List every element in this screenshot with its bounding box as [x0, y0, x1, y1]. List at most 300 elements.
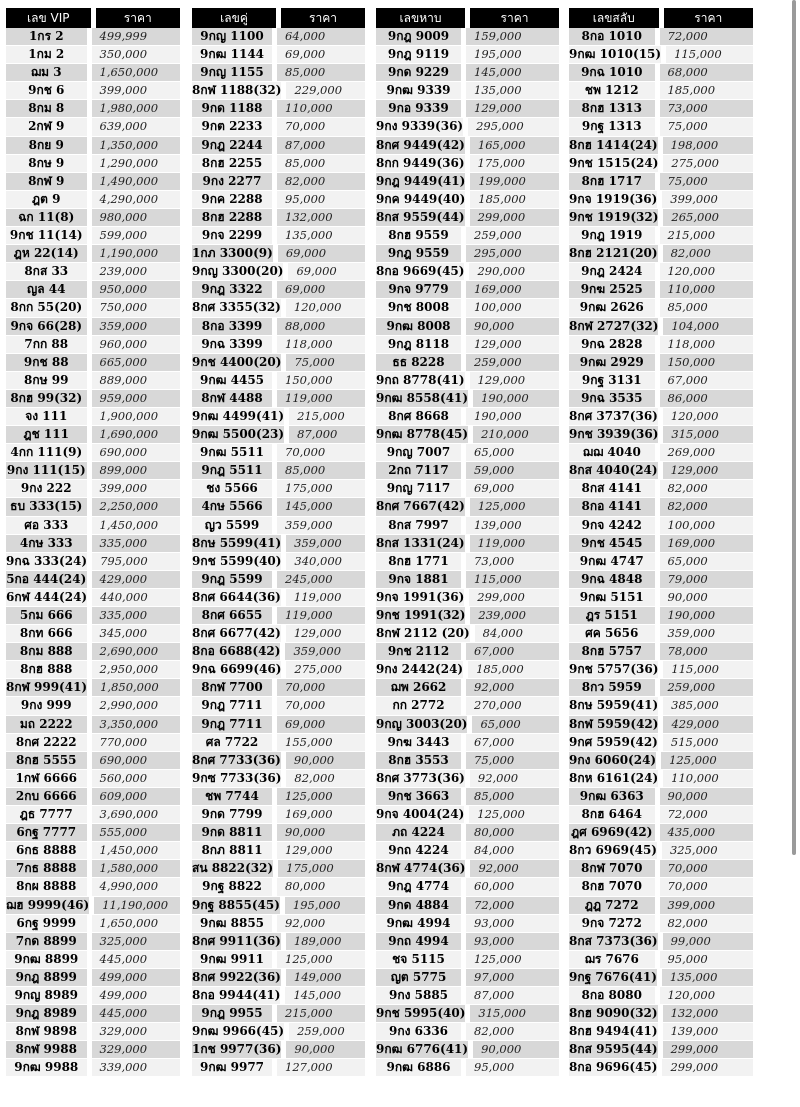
- plate-number: 8กศ 9922(36): [192, 969, 281, 986]
- plate-number: 9กจ 2299: [192, 227, 272, 244]
- plate-number: 9กฐ 3131: [569, 372, 655, 389]
- table-row: [192, 336, 365, 354]
- plate-number: 8กส 1331(24): [376, 535, 465, 552]
- plate-price: 770,000: [92, 734, 181, 751]
- plate-number: 8กฮ 2288: [192, 209, 272, 226]
- table-row: [6, 607, 180, 625]
- plate-number: 8กฮ 5555: [6, 752, 87, 769]
- table-row: [6, 860, 180, 878]
- plate-number: 7กธ 8888: [6, 860, 87, 877]
- table-row: [569, 462, 753, 480]
- plate-number: ศอ 333: [6, 517, 87, 534]
- table-row: [376, 100, 559, 118]
- plate-price: 329,000: [92, 1041, 181, 1058]
- plate-price: 132,000: [663, 1005, 753, 1022]
- plate-price: 190,000: [660, 607, 754, 624]
- plate-price: 189,000: [286, 933, 365, 950]
- plate-price: 299,000: [662, 1059, 753, 1076]
- plate-price: 2,990,000: [92, 697, 181, 714]
- plate-price: 429,000: [663, 716, 753, 733]
- table-row: [6, 625, 180, 643]
- plate-price: 119,000: [277, 607, 365, 624]
- scrollbar[interactable]: [792, 0, 796, 855]
- plate-number: 8กฮ 1313: [569, 100, 655, 117]
- plate-number: 9กฒ 4747: [569, 553, 655, 570]
- plate-price: 90,000: [277, 824, 365, 841]
- plate-price: 4,290,000: [92, 191, 181, 208]
- plate-number: 4กษ 333: [6, 535, 87, 552]
- table-row: [376, 535, 559, 553]
- table-row: [569, 191, 753, 209]
- table-row: [376, 661, 559, 679]
- plate-number: ญว 5599: [192, 517, 272, 534]
- table-row: [192, 643, 365, 661]
- plate-number: 6กฬ 444(24): [6, 589, 87, 606]
- table-row: [192, 734, 365, 752]
- plate-price: 499,000: [92, 987, 181, 1004]
- plate-number: 9กค 2288: [192, 191, 272, 208]
- plate-price: 359,000: [660, 625, 754, 642]
- plate-price: 139,000: [663, 1023, 753, 1040]
- table-row: [569, 643, 753, 661]
- plate-number: 6กฐ 7777: [6, 824, 87, 841]
- table-row: [6, 770, 180, 788]
- table-row: [376, 390, 559, 408]
- plate-number: 9กฒ 4994: [376, 915, 461, 932]
- plate-number: 9กญ 7117: [376, 480, 461, 497]
- plate-number: 9กจ 7272: [569, 915, 655, 932]
- table-row: [569, 607, 753, 625]
- table-row: [6, 354, 180, 372]
- plate-number: 9กถ 4224: [376, 842, 461, 859]
- table-row: [569, 679, 753, 697]
- table-row: [376, 734, 559, 752]
- plate-number: 8กศ 3355(32): [192, 299, 281, 316]
- table-row: [6, 589, 180, 607]
- plate-number: 9กฎ 9449(41): [376, 173, 465, 190]
- table-row: [569, 118, 753, 136]
- plate-number: 9กฒ 8008: [376, 318, 461, 335]
- plate-number: 8กฮ 1771: [376, 553, 461, 570]
- plate-price: 275,000: [286, 661, 365, 678]
- plate-number: 5กอ 444(24): [6, 571, 87, 588]
- table-row: [6, 535, 180, 553]
- plate-price: 67,000: [466, 643, 559, 660]
- plate-number: 8กอ 1010: [569, 28, 655, 45]
- plate-number: 9กศ 5959(42): [569, 734, 658, 751]
- table-header: [376, 8, 559, 28]
- plate-price: 155,000: [277, 734, 365, 751]
- plate-price: 259,000: [466, 354, 559, 371]
- table-row: [192, 173, 365, 191]
- plate-number: ญต 5775: [376, 969, 461, 986]
- plate-price: 72,000: [660, 28, 754, 45]
- table-row: [376, 806, 559, 824]
- plate-price: 639,000: [92, 118, 181, 135]
- plate-number: 9กฎ 7711: [192, 697, 272, 714]
- plate-number: 9กญ 3003(20): [376, 716, 467, 733]
- plate-number: 9กจ 9779: [376, 281, 461, 298]
- plate-number: ฉก 11(8): [6, 209, 87, 226]
- plate-number: ฎธ 7777: [6, 806, 87, 823]
- plate-number: 9กฎ 8989: [6, 1005, 87, 1022]
- table-row: [569, 860, 753, 878]
- plate-price: 70,000: [660, 860, 754, 877]
- table-mirror: [376, 8, 559, 1077]
- plate-price: 385,000: [663, 697, 753, 714]
- plate-number: ญล 44: [6, 281, 87, 298]
- plate-price: 215,000: [660, 227, 754, 244]
- table-row: [6, 82, 180, 100]
- plate-number: 9กฎ 3322: [192, 281, 272, 298]
- plate-price: 215,000: [289, 408, 365, 425]
- plate-number: 9กฒ 6776(41): [376, 1041, 468, 1058]
- plate-number: 9กด 4884: [376, 897, 461, 914]
- plate-number: 8กฮ 888: [6, 661, 87, 678]
- plate-number: 9กช 5995(40): [376, 1005, 465, 1022]
- plate-number: 9กช 1515(24): [569, 155, 658, 172]
- plate-number: 9กอ 9339: [376, 100, 461, 117]
- table-row: [376, 878, 559, 896]
- table-row: [6, 915, 180, 933]
- plate-number: 8กฬ 9: [6, 173, 87, 190]
- table-row: [6, 553, 180, 571]
- plate-price: 65,000: [472, 716, 559, 733]
- plate-number: 2กฬ 9: [6, 118, 87, 135]
- plate-number: 9กฒ 2626: [569, 299, 655, 316]
- plate-price: 69,000: [288, 263, 365, 280]
- plate-price: 1,980,000: [92, 100, 181, 117]
- plate-price: 165,000: [470, 137, 559, 154]
- plate-number: 9กง 111(15): [6, 462, 87, 479]
- plate-price: 1,350,000: [92, 137, 181, 154]
- plate-price: 335,000: [92, 607, 181, 624]
- table-row: [569, 227, 753, 245]
- plate-number: ฎฎ 7272: [569, 897, 655, 914]
- plate-price: 95,000: [277, 191, 365, 208]
- table-row: [569, 897, 753, 915]
- table-row: [192, 860, 365, 878]
- table-row: [6, 969, 180, 987]
- table-row: [376, 1041, 559, 1059]
- table-row: [192, 969, 365, 987]
- table-row: [192, 281, 365, 299]
- plate-price: 93,000: [466, 933, 559, 950]
- plate-number: 8กม 888: [6, 643, 87, 660]
- table-row: [569, 209, 753, 227]
- plate-price: 92,000: [470, 770, 559, 787]
- plate-number: มถ 2222: [6, 716, 87, 733]
- plate-price: 92,000: [470, 860, 559, 877]
- plate-number: 9กด 1188: [192, 100, 272, 117]
- table-row: [192, 571, 365, 589]
- plate-number: 9กฎ 2424: [569, 263, 655, 280]
- table-row: [569, 82, 753, 100]
- table-row: [192, 1059, 365, 1077]
- table-row: [569, 716, 753, 734]
- plate-price: 150,000: [277, 372, 365, 389]
- plate-price: 150,000: [660, 354, 754, 371]
- table-row: [376, 643, 559, 661]
- table-row: [192, 191, 365, 209]
- plate-price: 82,000: [466, 1023, 559, 1040]
- plate-price: 185,000: [468, 661, 559, 678]
- table-row: [6, 933, 180, 951]
- plate-number: 8กอ 9944(41): [192, 987, 280, 1004]
- table-row: [569, 372, 753, 390]
- plate-price: 82,000: [660, 480, 754, 497]
- plate-number: 8กม 8: [6, 100, 87, 117]
- table-row: [6, 28, 180, 46]
- plate-number: 8กศ 7733(36): [192, 752, 281, 769]
- plate-price: 95,000: [466, 1059, 559, 1076]
- plate-number: 9กญ 1155: [192, 64, 272, 81]
- plate-number: 9กฆ 3443: [376, 734, 461, 751]
- plate-price: 1,290,000: [92, 155, 181, 172]
- plate-number: ฌพ 2662: [376, 679, 461, 696]
- plate-price: 359,000: [92, 318, 181, 335]
- table-row: [192, 82, 365, 100]
- plate-price: 1,190,000: [92, 245, 181, 262]
- table-row: [192, 118, 365, 136]
- plate-number: 6กฐ 9999: [6, 915, 87, 932]
- table-row: [376, 987, 559, 1005]
- plate-number: 9กง 5885: [376, 987, 461, 1004]
- plate-number: ฌฮ 9999(46): [6, 897, 89, 914]
- plate-price: 290,000: [469, 263, 559, 280]
- table-row: [376, 336, 559, 354]
- plate-price: 195,000: [466, 46, 559, 63]
- table-row: [376, 1059, 559, 1077]
- plate-number: 9กฐ 8822: [192, 878, 272, 895]
- plate-price: 198,000: [663, 137, 753, 154]
- plate-number: 8กฮ 2255: [192, 155, 272, 172]
- plate-price: 145,000: [466, 64, 559, 81]
- header-number: เลข VIP: [27, 11, 70, 25]
- plate-number: 9กฉ 1010: [569, 64, 655, 81]
- plate-number: 9กจ 66(28): [6, 318, 87, 335]
- plate-price: 210,000: [473, 426, 559, 443]
- table-row: [569, 245, 753, 263]
- table-row: [376, 697, 559, 715]
- plate-price: 429,000: [92, 571, 181, 588]
- plate-price: 85,000: [660, 299, 754, 316]
- table-row: [376, 969, 559, 987]
- plate-price: 70,000: [660, 878, 754, 895]
- plate-price: 80,000: [466, 824, 559, 841]
- table-row: [6, 951, 180, 969]
- table-row: [192, 987, 365, 1005]
- table-row: [569, 1059, 753, 1077]
- plate-price: 950,000: [92, 281, 181, 298]
- plate-price: 399,000: [662, 191, 753, 208]
- plate-number: 9กฎ 9955: [192, 1005, 272, 1022]
- plate-number: 8กห 6161(24): [569, 770, 658, 787]
- table-row: [6, 571, 180, 589]
- plate-price: 185,000: [470, 191, 559, 208]
- plate-number: 9กฎ 1919: [569, 227, 655, 244]
- plate-price: 239,000: [470, 607, 559, 624]
- plate-number: 9กฎ 7711: [192, 716, 272, 733]
- header-price: ราคา: [500, 11, 529, 25]
- plate-number: 8กศ 6655: [192, 607, 272, 624]
- table-row: [376, 1023, 559, 1041]
- plate-price: 440,000: [92, 589, 180, 606]
- table-row: [6, 281, 180, 299]
- table-row: [376, 860, 559, 878]
- plate-number: ฌฌ 4040: [569, 444, 655, 461]
- plate-number: 9กฒ 1144: [192, 46, 272, 63]
- plate-price: 690,000: [92, 444, 181, 461]
- table-row: [6, 734, 180, 752]
- plate-price: 169,000: [277, 806, 365, 823]
- plate-price: 239,000: [92, 263, 181, 280]
- plate-price: 499,999: [92, 28, 181, 45]
- table-row: [569, 408, 753, 426]
- table-row: [376, 679, 559, 697]
- table-row: [376, 788, 559, 806]
- plate-price: 129,000: [286, 625, 365, 642]
- plate-price: 132,000: [277, 209, 365, 226]
- plate-number: 9กฒ 2929: [569, 354, 655, 371]
- table-row: [376, 191, 559, 209]
- plate-price: 359,000: [285, 643, 365, 660]
- plate-price: 119,000: [277, 390, 365, 407]
- plate-price: 129,000: [466, 100, 559, 117]
- plate-price: 515,000: [663, 734, 753, 751]
- table-row: [376, 426, 559, 444]
- plate-number: 9กต 2233: [192, 118, 272, 135]
- plate-number: 9กฒ 8855: [192, 915, 272, 932]
- plate-price: 97,000: [466, 969, 559, 986]
- table-body: [376, 28, 559, 1077]
- plate-price: 959,000: [92, 390, 181, 407]
- plate-price: 139,000: [466, 517, 559, 534]
- plate-price: 609,000: [92, 788, 181, 805]
- plate-number: 8กศ 2222: [6, 734, 87, 751]
- plate-number: 9กฒ 8899: [6, 951, 87, 968]
- table-row: [6, 752, 180, 770]
- plate-number: 8กอ 3399: [192, 318, 272, 335]
- table-row: [376, 480, 559, 498]
- plate-number: 8กส 7373(36): [569, 933, 658, 950]
- plate-price: 100,000: [660, 517, 754, 534]
- plate-price: 72,000: [466, 897, 559, 914]
- plate-number: 9กฒ 6363: [569, 788, 655, 805]
- plate-number: 9กช 1919(32): [569, 209, 658, 226]
- plate-price: 78,000: [660, 643, 754, 660]
- plate-price: 325,000: [662, 842, 753, 859]
- table-row: [6, 643, 180, 661]
- table-row: [6, 118, 180, 136]
- plate-price: 90,000: [473, 1041, 559, 1058]
- plate-number: 8กษ 5599(41): [192, 535, 281, 552]
- plate-number: 8กฮ 5757: [569, 643, 655, 660]
- table-row: [6, 1023, 180, 1041]
- plate-price: 115,000: [663, 661, 753, 678]
- plate-price: 118,000: [660, 336, 754, 353]
- plate-price: 73,000: [466, 553, 559, 570]
- plate-number: 7กก 88: [6, 336, 87, 353]
- plate-number: 9กฐ 8855(45): [192, 897, 280, 914]
- plate-number: 9กง 9339(36): [376, 118, 463, 135]
- table-row: [569, 28, 753, 46]
- table-row: [6, 299, 180, 317]
- table-row: [6, 227, 180, 245]
- plate-price: 69,000: [277, 46, 365, 63]
- plate-number: 8กส 9595(44): [569, 1041, 658, 1058]
- plate-number: 9กช 1991(32): [376, 607, 465, 624]
- table-row: [6, 498, 180, 516]
- plate-number: 9กง 222: [6, 480, 87, 497]
- plate-number: 8กศ 3773(36): [376, 770, 465, 787]
- table-row: [569, 444, 753, 462]
- plate-price: 75,000: [286, 354, 365, 371]
- plate-number: 9กฒ 9966(45): [192, 1023, 284, 1040]
- plate-price: 125,000: [466, 951, 559, 968]
- table-row: [6, 806, 180, 824]
- plate-price: 75,000: [660, 173, 754, 190]
- table-row: [192, 788, 365, 806]
- table-row: [6, 517, 180, 535]
- plate-price: 99,000: [663, 933, 753, 950]
- plate-price: 175,000: [277, 480, 365, 497]
- plate-number: 8กก 55(20): [6, 299, 87, 316]
- table-row: [6, 426, 180, 444]
- plate-number: 2กถ 7117: [376, 462, 461, 479]
- plate-number: 9กฎ 2244: [192, 137, 272, 154]
- plate-number: 9กฎ 8899: [6, 969, 87, 986]
- table-row: [376, 1005, 559, 1023]
- table-header: [192, 8, 365, 28]
- plate-number: 9กฒ 9988: [6, 1059, 87, 1076]
- plate-number: ฎช 111: [6, 426, 87, 443]
- plate-price: 69,000: [278, 245, 365, 262]
- plate-number: ศค 5656: [569, 625, 655, 642]
- plate-number: 9กด 8811: [192, 824, 272, 841]
- plate-price: 119,000: [470, 535, 559, 552]
- plate-number: 8กฮ 9559: [376, 227, 461, 244]
- plate-price: 269,000: [660, 444, 754, 461]
- plate-number: 8กฬ 4488: [192, 390, 272, 407]
- table-row: [6, 408, 180, 426]
- plate-number: 9กญ 8989: [6, 987, 87, 1004]
- plate-price: 445,000: [92, 1005, 181, 1022]
- table-row: [569, 987, 753, 1005]
- plate-price: 119,000: [286, 589, 365, 606]
- plate-price: 175,000: [470, 155, 559, 172]
- table-vip: [6, 8, 180, 1077]
- plate-number: 8กว 6969(45): [569, 842, 657, 859]
- table-row: [192, 933, 365, 951]
- plate-price: 80,000: [277, 878, 365, 895]
- table-row: [192, 951, 365, 969]
- table-row: [192, 462, 365, 480]
- table-row: [569, 480, 753, 498]
- plate-number: 9กถ 4994: [376, 933, 461, 950]
- table-row: [376, 137, 559, 155]
- table-row: [569, 354, 753, 372]
- plate-price: 399,000: [660, 897, 754, 914]
- table-row: [6, 46, 180, 64]
- table-row: [376, 299, 559, 317]
- plate-number: 9กช 88: [6, 354, 87, 371]
- plate-number: ชพ 7744: [192, 788, 272, 805]
- plate-price: 555,000: [92, 824, 181, 841]
- table-row: [192, 824, 365, 842]
- table-row: [192, 227, 365, 245]
- plate-number: 4กษ 5566: [192, 498, 272, 515]
